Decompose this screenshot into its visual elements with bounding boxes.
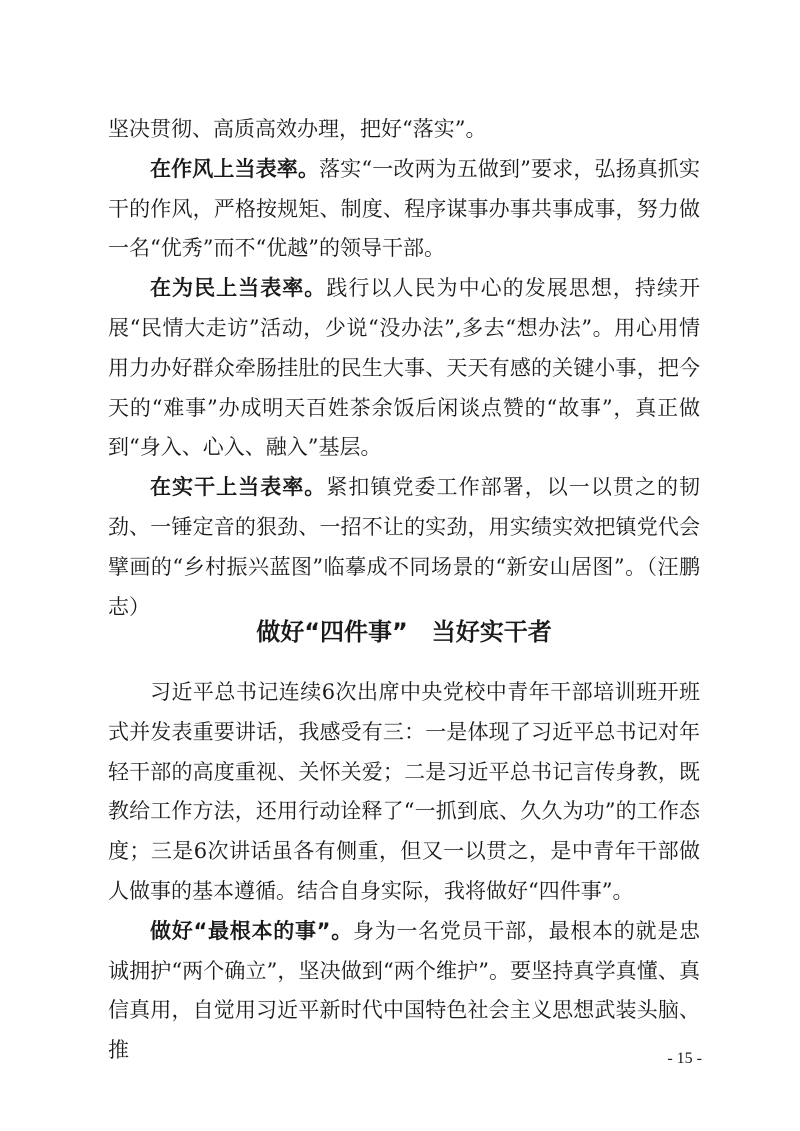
paragraph-text: 身为一名党员干部，最根本的就是忠诚拥护“两个确立”，坚决做到“两个维护”。要坚持真学真懂、真信真用，自觉用习近平新时代中国特色社会主义思想武装头脑、推	[108, 918, 701, 1063]
paragraph-lead: 在作风上当表率。	[150, 156, 320, 181]
paragraph-text: 践行以人民为中心的发展思想，持续开展“民情大走访”活动，少说“没办法”,多去“想办法”。用心用情用力办好群众牵肠挂肚的民生大事、天天有感的关键小事，把今天的“难事”办成明天百姓茶余饭后闲谈点赞的“故事”，真正做到“身入、心入、融入”基层。	[108, 276, 701, 460]
paragraph-lead: 在为民上当表率。	[150, 276, 327, 301]
section-2-title: 做好“四件事” 当好实干者	[256, 618, 552, 646]
paragraph-lead: 做好“最根本的事”。	[150, 918, 353, 943]
opening-line: 坚决贯彻、高质高效办理，把好“落实”。	[108, 117, 487, 141]
paragraph-hard-work	[108, 468, 700, 627]
paragraph-text: 落实“一改两为五做到”要求，弘扬真抓实干的作风，严格按规矩、制度、程序谋事办事共事成事，努力做一名“优秀”而不“优越”的领导干部。	[108, 156, 700, 261]
paragraph-serve-people	[108, 269, 700, 468]
section-1	[108, 110, 700, 627]
page-number: - 15 -	[667, 1050, 702, 1067]
section-2	[108, 673, 700, 1071]
paragraph-text: 紧扣镇党委工作部署，以一以贯之的韧劲、一锤定音的狠劲、一招不让的实劲，用实绩实效把镇党代会擘画的“乡村振兴蓝图”临摹成不同场景的“新安山居图”。（汪鹏志）	[108, 475, 701, 619]
section-2-intro: 习近平总书记连续6次出席中央党校中青年干部培训班开班式并发表重要讲话，我感受有三：一是体现了习近平总书记对年轻干部的高度重视、关怀关爱；二是习近平总书记言传身教，既教给工作方法，还用行动诠释了“一抓到底、久久为功”的工作态度；三是6次讲话虽各有侧重，但又一以贯之，是中青年干部做人做事的基本遵循。结合自身实际，我将做好“四件事”。	[108, 680, 700, 903]
paragraph-work-style	[108, 150, 700, 269]
paragraph-most-fundamental	[108, 912, 700, 1071]
paragraph-lead: 在实干上当表率。	[150, 475, 327, 500]
